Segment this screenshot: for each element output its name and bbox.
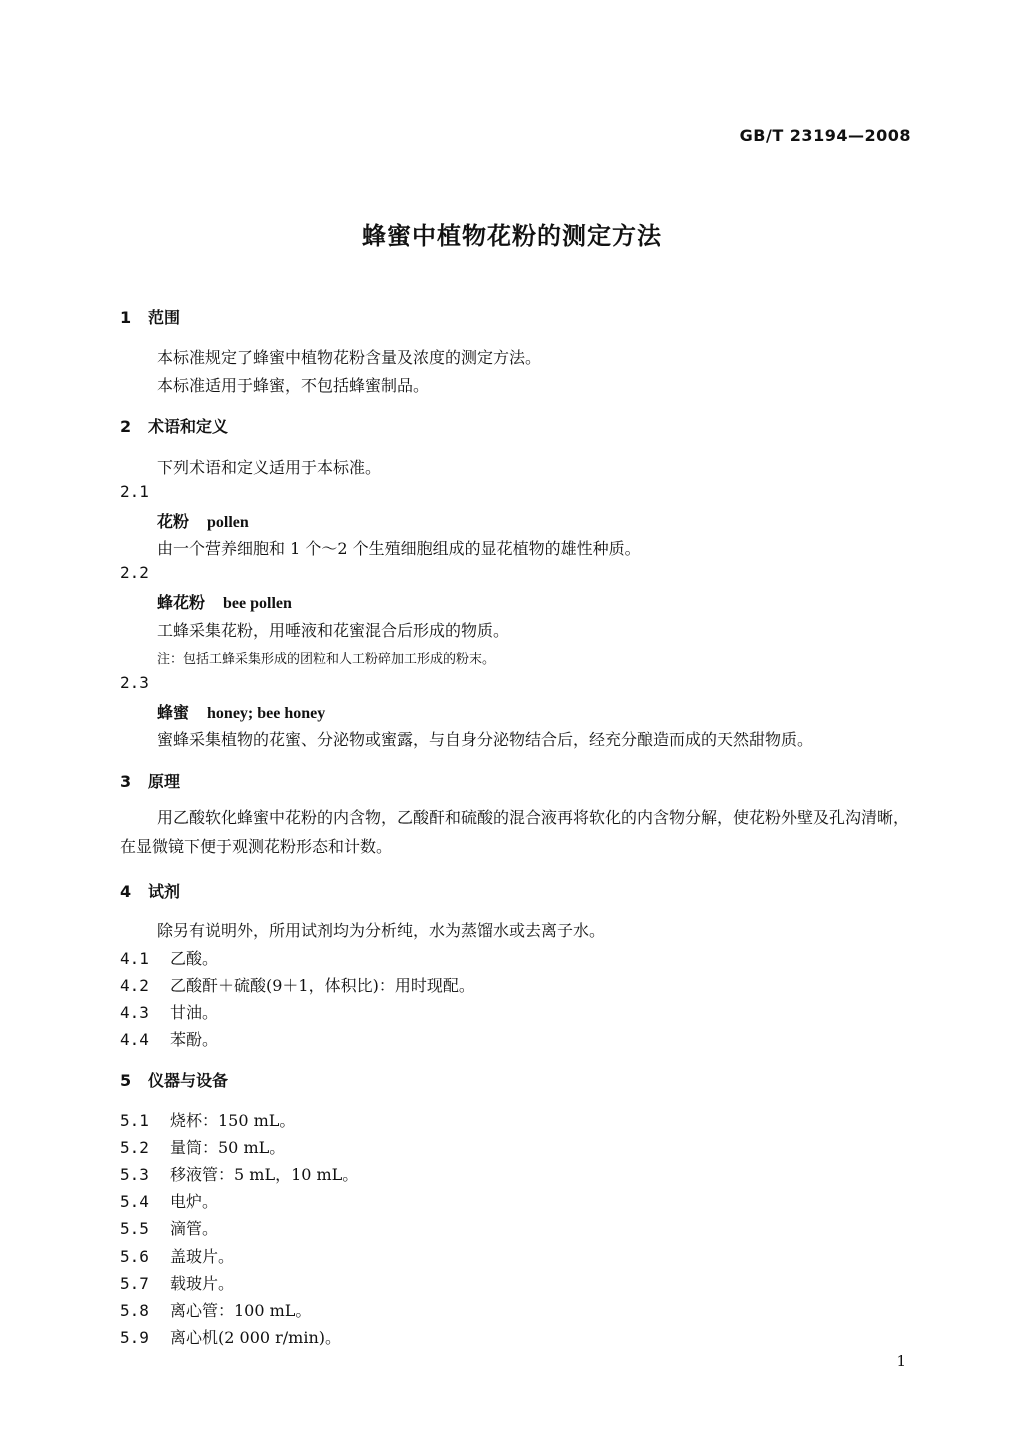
term-en: pollen bbox=[207, 514, 249, 531]
standard-number: GB/T 23194—2008 bbox=[739, 126, 911, 145]
section-3-paragraph-1: 用乙酸软化蜂蜜中花粉的内含物，乙酸酐和硫酸的混合液再将软化的内含物分解，使花粉外壁及孔沟清晰，在显微镜下便于观测花粉形态和计数。 bbox=[120, 808, 910, 856]
list-item bbox=[120, 973, 475, 996]
term-zh: 花粉 bbox=[157, 512, 190, 531]
section-number: 1 bbox=[120, 308, 132, 327]
section-4-paragraph-1: 除另有说明外，所用试剂均为分析纯，水为蒸馏水或去离子水。 bbox=[157, 921, 606, 940]
list-item bbox=[120, 1189, 218, 1212]
clause-2-2-number: 2.2 bbox=[120, 563, 149, 582]
section-number: 4 bbox=[120, 882, 132, 901]
section-title: 仪器与设备 bbox=[148, 1071, 229, 1090]
section-title: 术语和定义 bbox=[148, 417, 229, 436]
list-item bbox=[120, 1244, 234, 1267]
term-zh: 蜂花粉 bbox=[157, 593, 206, 612]
list-item bbox=[120, 1298, 311, 1321]
item-number: 4.4 bbox=[120, 1030, 149, 1049]
section-2-paragraph-1: 下列术语和定义适用于本标准。 bbox=[157, 458, 382, 477]
list-item bbox=[120, 1162, 358, 1185]
item-number: 4.3 bbox=[120, 1003, 149, 1022]
item-text: 量筒：50 mL。 bbox=[170, 1138, 286, 1157]
term-en: honey; bee honey bbox=[207, 705, 326, 722]
page-number: 1 bbox=[896, 1352, 906, 1370]
section-number: 5 bbox=[120, 1071, 132, 1090]
list-item bbox=[120, 1108, 295, 1131]
item-text: 离心机(2 000 r/min)。 bbox=[170, 1328, 342, 1347]
item-text: 移液管：5 mL，10 mL。 bbox=[170, 1165, 359, 1184]
item-text: 乙酸酐＋硫酸(9＋1，体积比)：用时现配。 bbox=[170, 976, 475, 995]
clause-2-1-number: 2.1 bbox=[120, 482, 149, 501]
item-number: 5.5 bbox=[120, 1219, 149, 1238]
section-5-heading bbox=[120, 1068, 228, 1091]
section-1-paragraph-1: 本标准规定了蜂蜜中植物花粉含量及浓度的测定方法。 bbox=[157, 348, 542, 367]
section-title: 原理 bbox=[148, 772, 181, 791]
section-3-heading bbox=[120, 769, 180, 792]
item-text: 电炉。 bbox=[170, 1192, 219, 1211]
section-4-heading bbox=[120, 879, 180, 902]
term-honey-definition: 蜜蜂采集植物的花蜜、分泌物或蜜露，与自身分泌物结合后，经充分酿造而成的天然甜物质。 bbox=[157, 730, 814, 749]
item-text: 盖玻片。 bbox=[170, 1247, 235, 1266]
term-pollen-definition: 由一个营养细胞和 1 个～2 个生殖细胞组成的显花植物的雄性种质。 bbox=[157, 539, 641, 558]
term-bee-pollen bbox=[157, 590, 292, 613]
item-number: 4.2 bbox=[120, 976, 149, 995]
term-en: bee pollen bbox=[223, 595, 292, 612]
section-2-heading bbox=[120, 414, 228, 437]
item-text: 苯酚。 bbox=[170, 1030, 219, 1049]
section-1-paragraph-2: 本标准适用于蜂蜜，不包括蜂蜜制品。 bbox=[157, 376, 430, 395]
item-text: 烧杯：150 mL。 bbox=[170, 1111, 296, 1130]
term-bee-pollen-note: 注：包括工蜂采集形成的团粒和人工粉碎加工形成的粉末。 bbox=[157, 652, 496, 667]
section-title: 范围 bbox=[148, 308, 181, 327]
section-number: 2 bbox=[120, 417, 132, 436]
item-number: 5.6 bbox=[120, 1247, 149, 1266]
item-text: 甘油。 bbox=[170, 1003, 219, 1022]
item-number: 5.9 bbox=[120, 1328, 149, 1347]
term-zh: 蜂蜜 bbox=[157, 703, 190, 722]
list-item bbox=[120, 1325, 341, 1348]
item-number: 5.8 bbox=[120, 1301, 149, 1320]
section-title: 试剂 bbox=[148, 882, 181, 901]
list-item bbox=[120, 1216, 218, 1239]
term-pollen bbox=[157, 509, 249, 532]
item-text: 乙酸。 bbox=[170, 949, 219, 968]
item-number: 5.7 bbox=[120, 1274, 149, 1293]
item-number: 5.2 bbox=[120, 1138, 149, 1157]
term-bee-pollen-definition: 工蜂采集花粉，用唾液和花蜜混合后形成的物质。 bbox=[157, 621, 510, 640]
item-text: 载玻片。 bbox=[170, 1274, 235, 1293]
section-number: 3 bbox=[120, 772, 132, 791]
term-honey bbox=[157, 700, 325, 723]
list-item bbox=[120, 1000, 218, 1023]
document-title: 蜂蜜中植物花粉的测定方法 bbox=[362, 222, 662, 250]
item-text: 离心管：100 mL。 bbox=[170, 1301, 312, 1320]
item-number: 5.3 bbox=[120, 1165, 149, 1184]
clause-2-3-number: 2.3 bbox=[120, 673, 149, 692]
item-text: 滴管。 bbox=[170, 1219, 219, 1238]
list-item bbox=[120, 946, 218, 969]
section-1-heading bbox=[120, 305, 180, 328]
item-number: 5.4 bbox=[120, 1192, 149, 1211]
list-item bbox=[120, 1027, 218, 1050]
item-number: 5.1 bbox=[120, 1111, 149, 1130]
item-number: 4.1 bbox=[120, 949, 149, 968]
list-item bbox=[120, 1271, 234, 1294]
list-item bbox=[120, 1135, 285, 1158]
